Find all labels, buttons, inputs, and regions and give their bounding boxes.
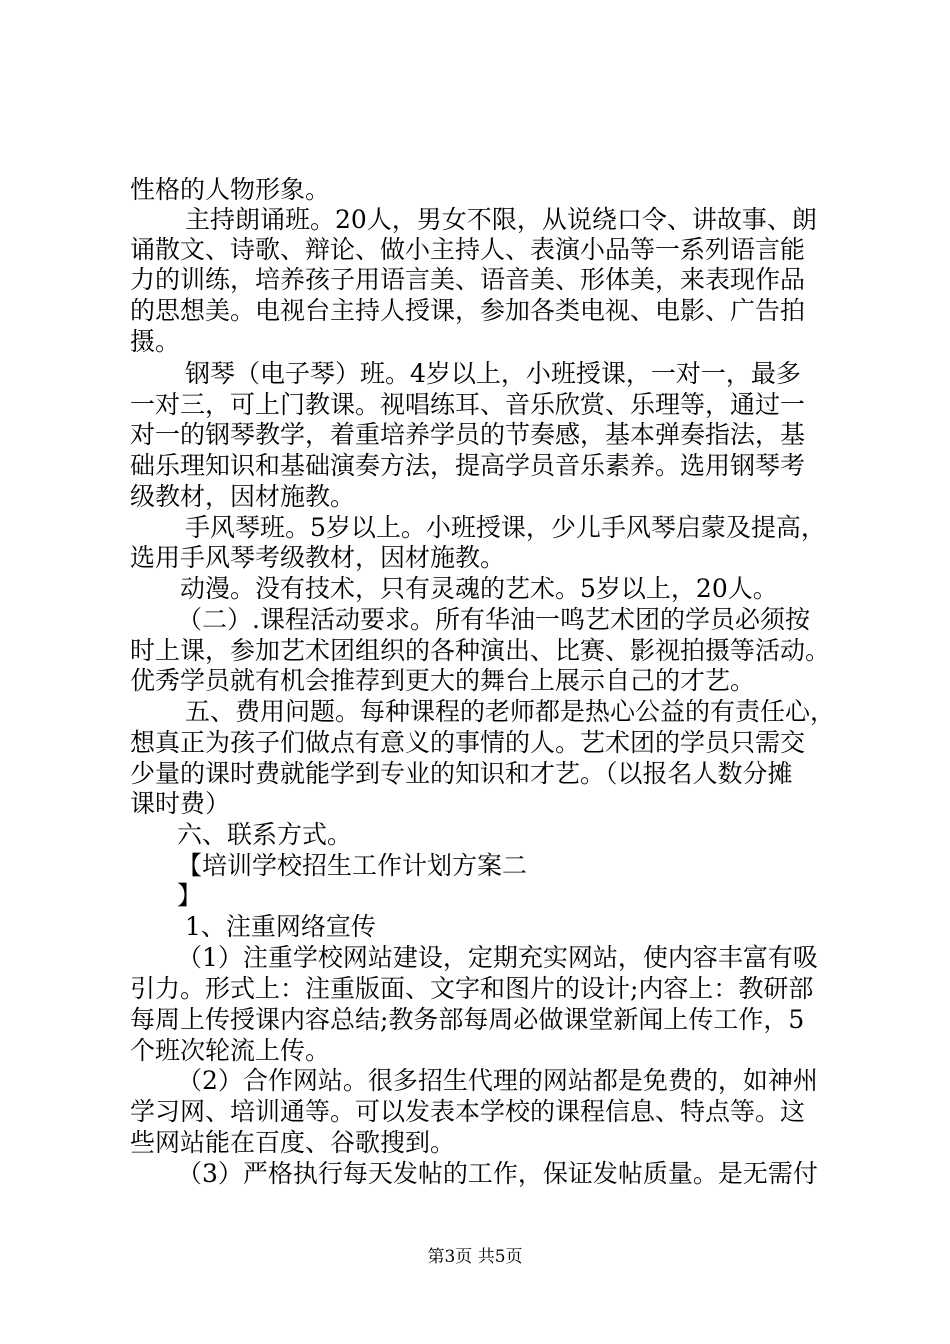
text-line: 个班次轮流上传。 <box>130 1036 331 1065</box>
text-line: （二）.课程活动要求。所有华油一鸣艺术团的学员必须按 <box>177 605 810 634</box>
text-line: 】 <box>177 881 203 910</box>
text-line: 钢琴（电子琴）班。4岁以上，小班授课，一对一，最多 <box>185 359 801 388</box>
text-line: 学习网、培训通等。可以发表本学校的课程信息、特点等。这 <box>130 1097 806 1126</box>
text-line: 1、注重网络宣传 <box>185 912 376 941</box>
text-line: （3）严格执行每天发帖的工作，保证发帖质量。是无需付 <box>177 1159 818 1188</box>
text-line: 对一的钢琴教学，着重培养学员的节奏感，基本弹奏指法，基 <box>130 420 806 449</box>
text-line: 引力。形式上：注重版面、文字和图片的设计;内容上：教研部 <box>130 974 814 1003</box>
text-line: 手风琴班。5岁以上。小班授课，少儿手风琴启蒙及提高， <box>185 513 826 542</box>
text-line: 选用手风琴考级教材，因材施教。 <box>130 543 506 572</box>
text-line: 课时费） <box>130 789 231 818</box>
text-line: 力的训练，培养孩子用语言美、语音美、形体美，来表现作品 <box>130 265 806 294</box>
text-line: 优秀学员就有机会推荐到更大的舞台上展示自己的才艺。 <box>130 666 756 695</box>
text-line: （1）注重学校网站建设，定期充实网站，使内容丰富有吸 <box>177 943 818 972</box>
text-line: 一对三，可上门教课。视唱练耳、音乐欣赏、乐理等，通过一 <box>130 390 806 419</box>
text-line: 级教材，因材施教。 <box>130 482 356 511</box>
text-line: 性格的人物形象。 <box>130 175 331 204</box>
text-line: （2）合作网站。很多招生代理的网站都是免费的，如神州 <box>177 1066 818 1095</box>
text-line: 摄。 <box>130 327 181 356</box>
text-line: 时上课，参加艺术团组织的各种演出、比赛、影视拍摄等活动。 <box>130 636 831 665</box>
text-line: 诵散文、诗歌、辩论、做小主持人、表演小品等一系列语言能 <box>130 235 806 264</box>
text-line: 每周上传授课内容总结;教务部每周必做课堂新闻上传工作，5 <box>130 1005 805 1034</box>
text-line: 五、费用问题。每种课程的老师都是热心公益的有责任心， <box>185 697 836 726</box>
text-line: 主持朗诵班。20人，男女不限，从说绕口令、讲故事、朗 <box>185 205 817 234</box>
text-line: 些网站能在百度、谷歌搜到。 <box>130 1128 456 1157</box>
page-footer: 第3页 共5页 <box>427 1247 523 1267</box>
text-line: 想真正为孩子们做点有意义的事情的人。艺术团的学员只需交 <box>130 728 806 757</box>
text-line: 少量的课时费就能学到专业的知识和才艺。（以报名人数分摊 <box>130 759 793 788</box>
text-line: 的思想美。电视台主持人授课，参加各类电视、电影、广告拍 <box>130 296 806 325</box>
text-line: 动漫。没有技术，只有灵魂的艺术。5岁以上，20人。 <box>180 574 778 603</box>
text-line: 础乐理知识和基础演奏方法，提高学员音乐素养。选用钢琴考 <box>130 451 806 480</box>
text-line: 六、联系方式。 <box>177 820 353 849</box>
text-line: 【培训学校招生工作计划方案二 <box>177 851 528 880</box>
